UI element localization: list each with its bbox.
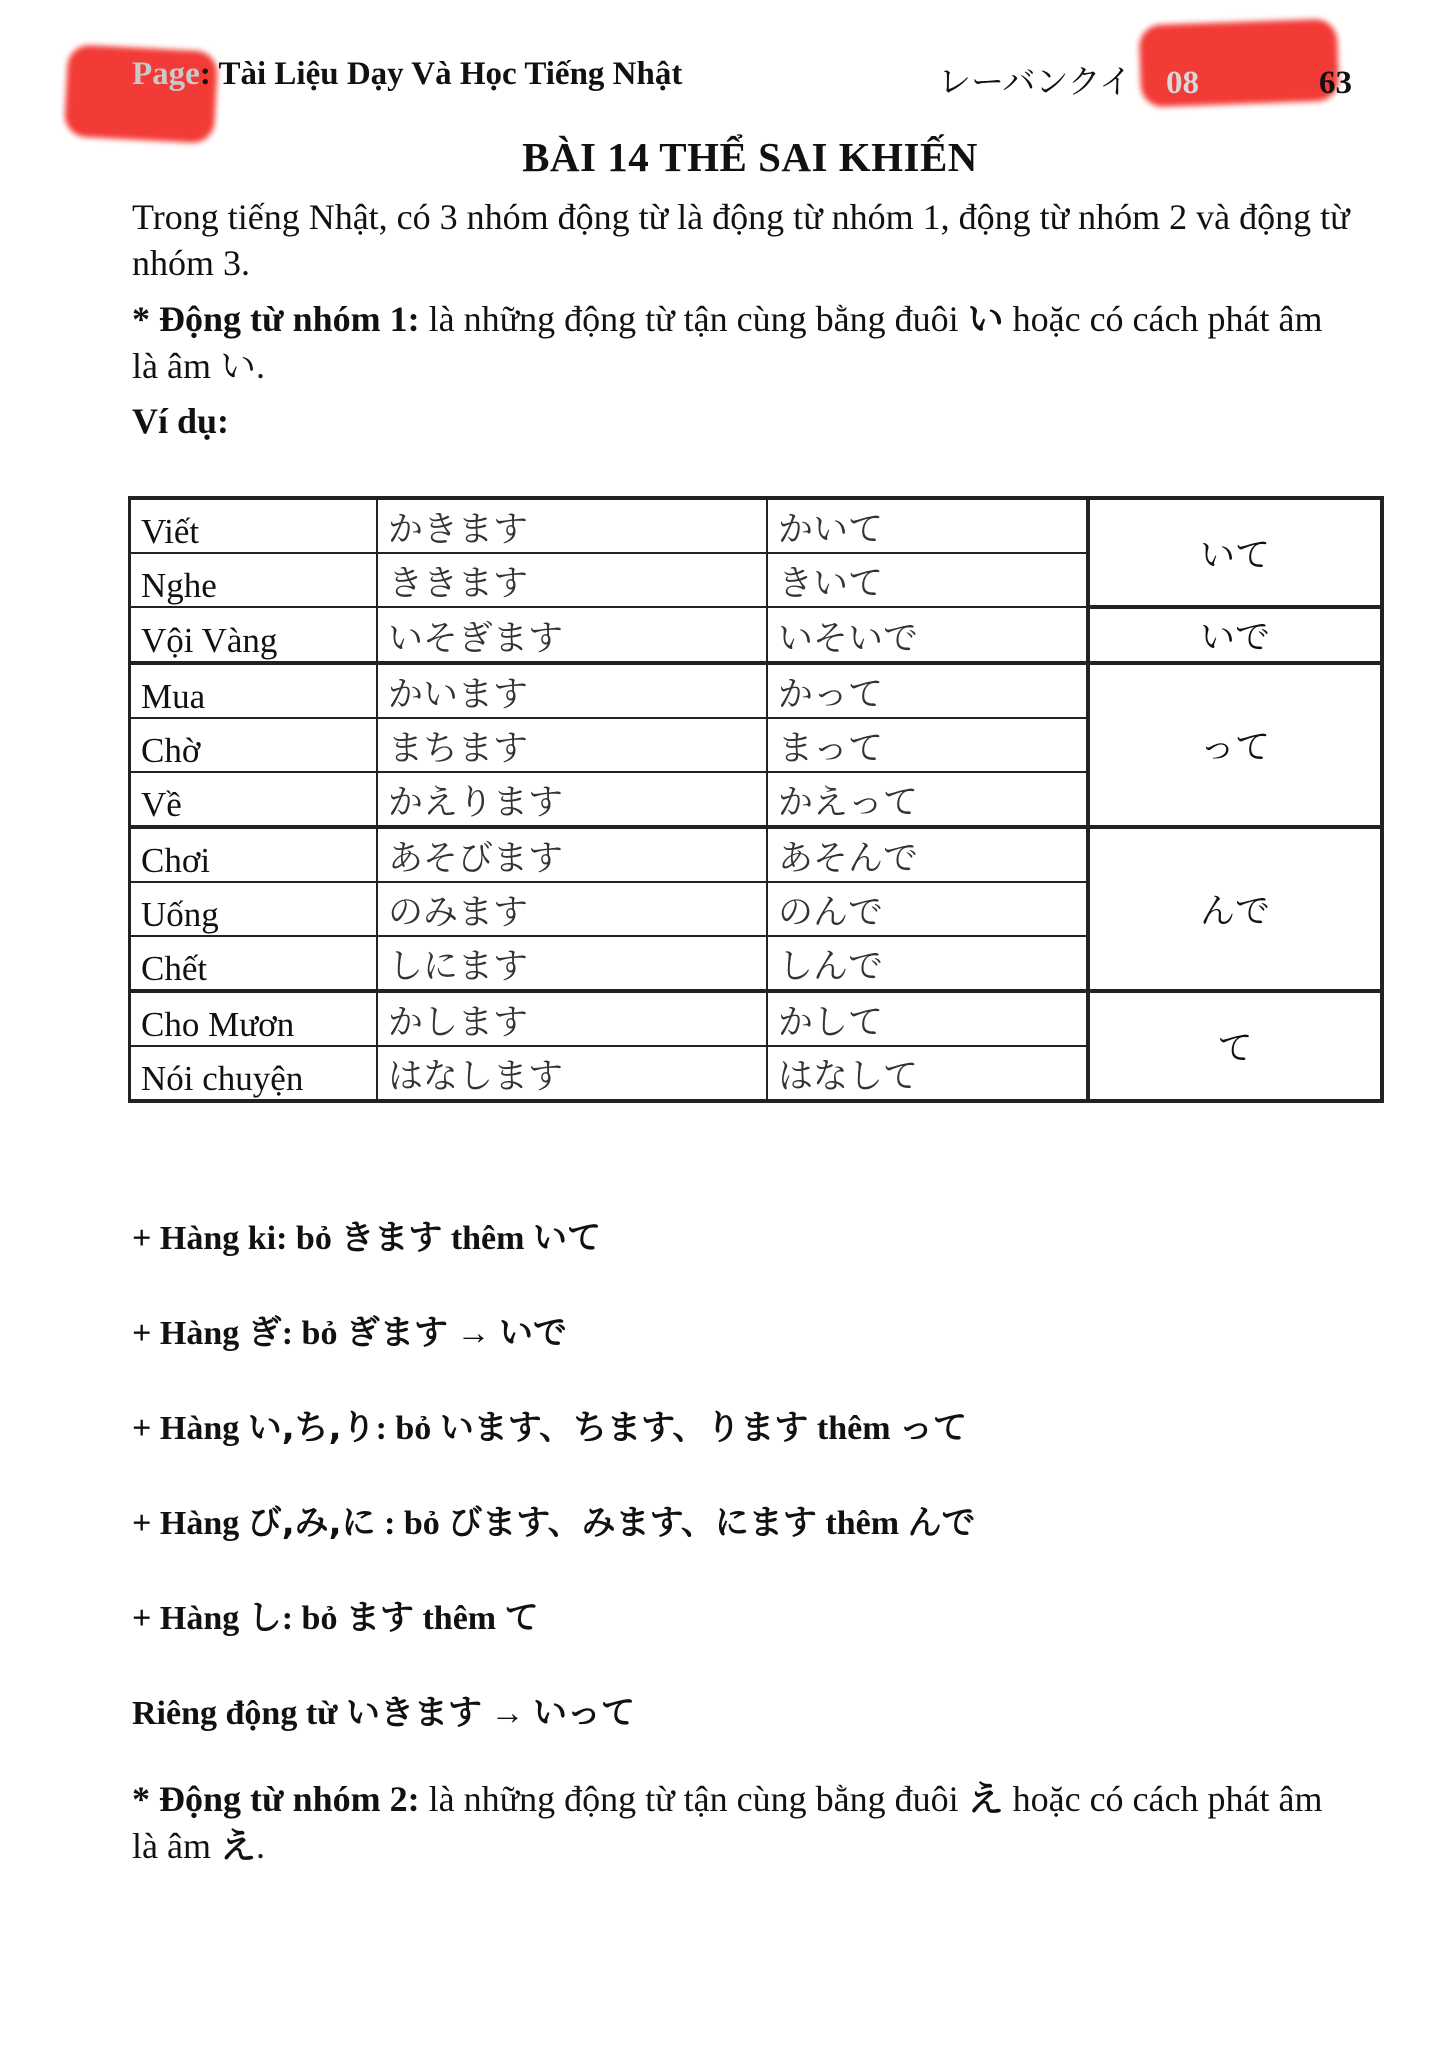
rule-text: → <box>482 1695 534 1732</box>
group2-text2: hoặc có cách phát âm là âm <box>132 1779 1323 1866</box>
special-rule <box>132 1685 635 1734</box>
table-cell-masu: かきます <box>377 498 767 553</box>
group1-kana2: い <box>219 346 256 387</box>
table-cell-masu: かえります <box>377 772 767 827</box>
table-cell-te: かして <box>767 991 1088 1046</box>
rule-shi <box>132 1590 539 1639</box>
author-name: レーバンクイ <box>938 62 1133 101</box>
rule-text: Riêng động từ <box>132 1695 347 1732</box>
table-cell-te: いそいで <box>767 607 1088 663</box>
group1-paragraph <box>132 296 1352 390</box>
phone-end: 63 <box>1319 65 1353 101</box>
table-cell-meaning: Chờ <box>130 718 378 772</box>
rule-text: thêm <box>442 1220 533 1257</box>
rule-kana: い,ち,り <box>247 1408 376 1448</box>
table-cell-meaning: Mua <box>130 663 378 718</box>
rule-kana: し <box>247 1598 282 1638</box>
phone-start: 08 <box>1166 65 1200 101</box>
table-cell-ending: いて <box>1088 498 1382 607</box>
group2-kana1: え <box>967 1779 1004 1820</box>
rule-kana: いで <box>498 1313 567 1353</box>
header-left <box>132 56 682 93</box>
rule-kana: ぎます <box>345 1313 448 1353</box>
table-cell-meaning: Chơi <box>130 827 378 882</box>
group2-end: . <box>255 1826 265 1866</box>
rule-kana: び,み,に <box>247 1503 376 1543</box>
rule-kana: って <box>899 1408 968 1448</box>
rule-kana: います、ちます、ります <box>439 1408 809 1448</box>
table-cell-te: かいて <box>767 498 1088 553</box>
rule-text: + Hàng <box>132 1410 248 1447</box>
rule-text: : bỏ <box>281 1600 346 1637</box>
table-cell-masu: まちます <box>377 718 767 772</box>
rule-kana: ます <box>345 1598 414 1638</box>
rule-gi <box>132 1305 567 1354</box>
table-cell-meaning: Nói chuyện <box>130 1046 378 1101</box>
table-cell-masu: のみます <box>377 882 767 936</box>
rule-kana: いて <box>532 1218 601 1258</box>
table-cell-masu: いそぎます <box>377 607 767 663</box>
table-cell-te: かえって <box>767 772 1088 827</box>
table-cell-te: あそんで <box>767 827 1088 882</box>
table-cell-ending: んで <box>1088 827 1382 991</box>
rule-text: thêm <box>413 1600 505 1637</box>
rule-text: + Hàng <box>132 1315 248 1352</box>
group2-label: * Động từ nhóm 2: <box>132 1779 420 1819</box>
page-prefix: Page <box>132 56 200 92</box>
table-cell-meaning: Nghe <box>130 553 378 607</box>
rule-kana: びます、みます、にます <box>448 1503 817 1543</box>
table-cell-masu: あそびます <box>377 827 767 882</box>
rule-bi-mi-ni <box>132 1495 976 1544</box>
table-cell-masu: かいます <box>377 663 767 718</box>
group1-text1: là những động từ tận cùng bằng đuôi <box>419 299 968 339</box>
table-cell-meaning: Chết <box>130 936 378 991</box>
header-right <box>938 56 1352 103</box>
table-cell-ending: って <box>1088 663 1382 827</box>
rule-text: → <box>447 1315 499 1352</box>
conjugation-table <box>128 496 1384 1103</box>
rule-kana: ぎ <box>247 1313 282 1353</box>
rule-kana: て <box>504 1598 539 1638</box>
group2-kana2: え <box>219 1826 256 1867</box>
rule-kana: んで <box>907 1503 976 1543</box>
group1-label: * Động từ nhóm 1: <box>132 299 420 339</box>
table-cell-masu: はなします <box>377 1046 767 1101</box>
rule-text: : bỏ <box>375 1410 440 1447</box>
doc-series-title: : Tài Liệu Dạy Và Học Tiếng Nhật <box>199 56 683 92</box>
table-cell-te: かって <box>767 663 1088 718</box>
rule-i-chi-ri <box>132 1400 967 1449</box>
table-cell-te: しんで <box>767 936 1088 991</box>
rule-kana: いって <box>533 1693 636 1733</box>
table-cell-te: のんで <box>767 882 1088 936</box>
group1-end: . <box>255 346 265 386</box>
group2-paragraph <box>132 1776 1352 1870</box>
rule-text: thêm <box>816 1505 908 1542</box>
table-cell-masu: しにます <box>377 936 767 991</box>
table-cell-te: まって <box>767 718 1088 772</box>
rule-text: : bỏ <box>375 1505 449 1542</box>
rule-kana: きます <box>340 1218 443 1258</box>
table-cell-ending: て <box>1088 991 1382 1101</box>
page-title: BÀI 14 THỂ SAI KHIẾN <box>522 134 978 180</box>
example-label: Ví dụ: <box>132 401 230 441</box>
rule-text: : bỏ <box>281 1315 346 1352</box>
group1-text2: hoặc có cách phát âm là âm <box>132 299 1323 386</box>
rule-text: thêm <box>808 1410 900 1447</box>
table-cell-meaning: Cho Mươn <box>130 991 378 1046</box>
rule-text: + Hàng <box>132 1505 248 1542</box>
rule-kana: いきます <box>346 1693 483 1733</box>
rule-ki <box>132 1210 601 1259</box>
table-cell-meaning: Về <box>130 772 378 827</box>
table-cell-meaning: Viết <box>130 498 378 553</box>
group1-kana1: い <box>967 299 1004 340</box>
rule-text: + Hàng <box>132 1600 248 1637</box>
table-cell-ending: いで <box>1088 607 1382 663</box>
table-cell-te: きいて <box>767 553 1088 607</box>
table-cell-meaning: Vội Vàng <box>130 607 378 663</box>
table-cell-te: はなして <box>767 1046 1088 1101</box>
table-cell-meaning: Uống <box>130 882 378 936</box>
rule-text: + Hàng ki: bỏ <box>132 1220 341 1257</box>
intro-paragraph: Trong tiếng Nhật, có 3 nhóm động từ là động từ nhóm 1, động từ nhóm 2 và động từ nhóm 3. <box>132 197 1350 283</box>
table-cell-masu: ききます <box>377 553 767 607</box>
table-cell-masu: かします <box>377 991 767 1046</box>
group2-text1: là những động từ tận cùng bằng đuôi <box>419 1779 968 1819</box>
